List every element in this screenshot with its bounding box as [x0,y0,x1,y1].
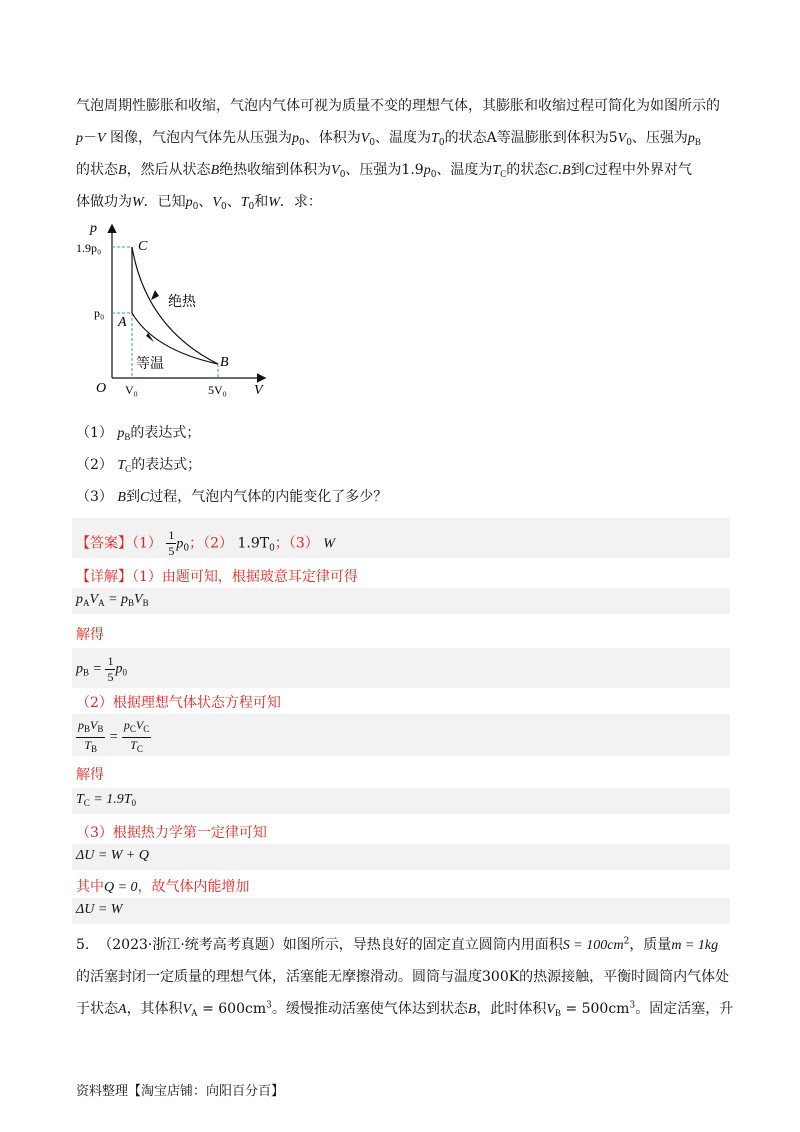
eq-band-5 [72,844,730,870]
eq-band-4 [72,788,730,814]
note-q-zero: 其中Q = 0，故气体内能增加 [76,879,250,895]
eq-band-1 [72,588,730,614]
pb-result: $p_B$ = $\frac{1}{5}$ $p_0$ [76,654,127,684]
problem5-line2: 的活塞封闭一定质量的理想气体，活塞能无摩擦滑动。圆筒与温度300K的热源接触，平衡时圆筒内气体处 [76,969,730,985]
footer-source: 资料整理【淘宝店铺：向阳百分百】 [76,1084,285,1099]
y-axis-label: p [90,221,97,236]
problem4-line4: 体做功为W．已知$p_0$、$V_0$、$T_0$和W．求： [76,194,322,212]
adiabatic-label: 绝热 [168,295,196,310]
eq-band-2 [72,648,730,688]
detail-step1: 【详解】（1）由题可知，根据玻意耳定律可得 [76,569,358,585]
question-1: （1） $p_B$的表达式； [76,425,201,442]
point-c-label: C [138,239,148,254]
solve-2: 解得 [76,767,104,783]
x-axis-label: V [254,383,263,398]
first-law-equation: ΔU = W + Q [76,848,149,863]
y-tick-1-9p0: 1.9p₀ [76,241,102,255]
question-3: （3） B到C过程，气泡内气体的内能变化了多少？ [76,489,388,505]
pv-diagram [76,218,276,408]
question-2: （2） $T_C$的表达式； [76,457,202,474]
isothermal-label: 等温 [136,357,164,372]
tc-result: $T_C = 1.9T_0$ [76,792,137,808]
answer-line: 【答案】（1） $\frac{1}{5}$ $p_0$；（2） $1.9T_0$；（3） W [76,528,335,558]
adiabatic-arrow [151,290,159,300]
eq-band-6 [72,898,730,924]
ideal-gas-equation: $\frac{p_BV_B}{T_B}$ = $\frac{p_CV_C}{T_C}$ [78,718,150,754]
x-tick-v0: V₀ [125,383,138,397]
problem4-line2: p－V 图像，气泡内气体先从压强为$p_0$、体积为$V_0$、温度为$T_0$的状态A等温膨胀到体积为$5V_0$、压强为$p_B$ [76,130,701,148]
x-tick-5v0: 5V₀ [208,383,227,397]
eq-band-3 [72,714,730,756]
problem5-line3: 于状态A，其体积$V_A = 600cm^3$。缓慢推动活塞使气体达到状态B，此时体积$V_B = 500cm^3$。固定活塞，升 [76,1000,734,1018]
problem4-line3: 的状态B，然后从状态B绝热收缩到体积为$V_0$、压强为$1.9p_0$、温度为$T_C$的状态C.B到C过程中外界对气 [76,162,692,180]
origin-label: O [96,381,107,396]
point-a-label: A [118,315,127,330]
solve-1: 解得 [76,627,104,643]
point-b-label: B [220,355,229,370]
detail-step3: （3）根据热力学第一定律可知 [76,825,267,841]
boyle-equation: $p_AV_A = p_BV_B$ [76,592,149,608]
delta-u-result: ΔU = W [76,902,123,917]
problem5-line1: 5. （2023·浙江·统考高考真题）如图所示，导热良好的固定直立圆筒内用面积$S = 100cm^2$，质量m = 1kg [76,936,719,953]
detail-step2: （2）根据理想气体状态方程可知 [76,695,281,711]
y-tick-p0: p₀ [94,306,105,320]
problem4-line1: 气泡周期性膨胀和收缩，气泡内气体可视为质量不变的理想气体，其膨胀和收缩过程可简化为如图所示的 [76,98,720,114]
